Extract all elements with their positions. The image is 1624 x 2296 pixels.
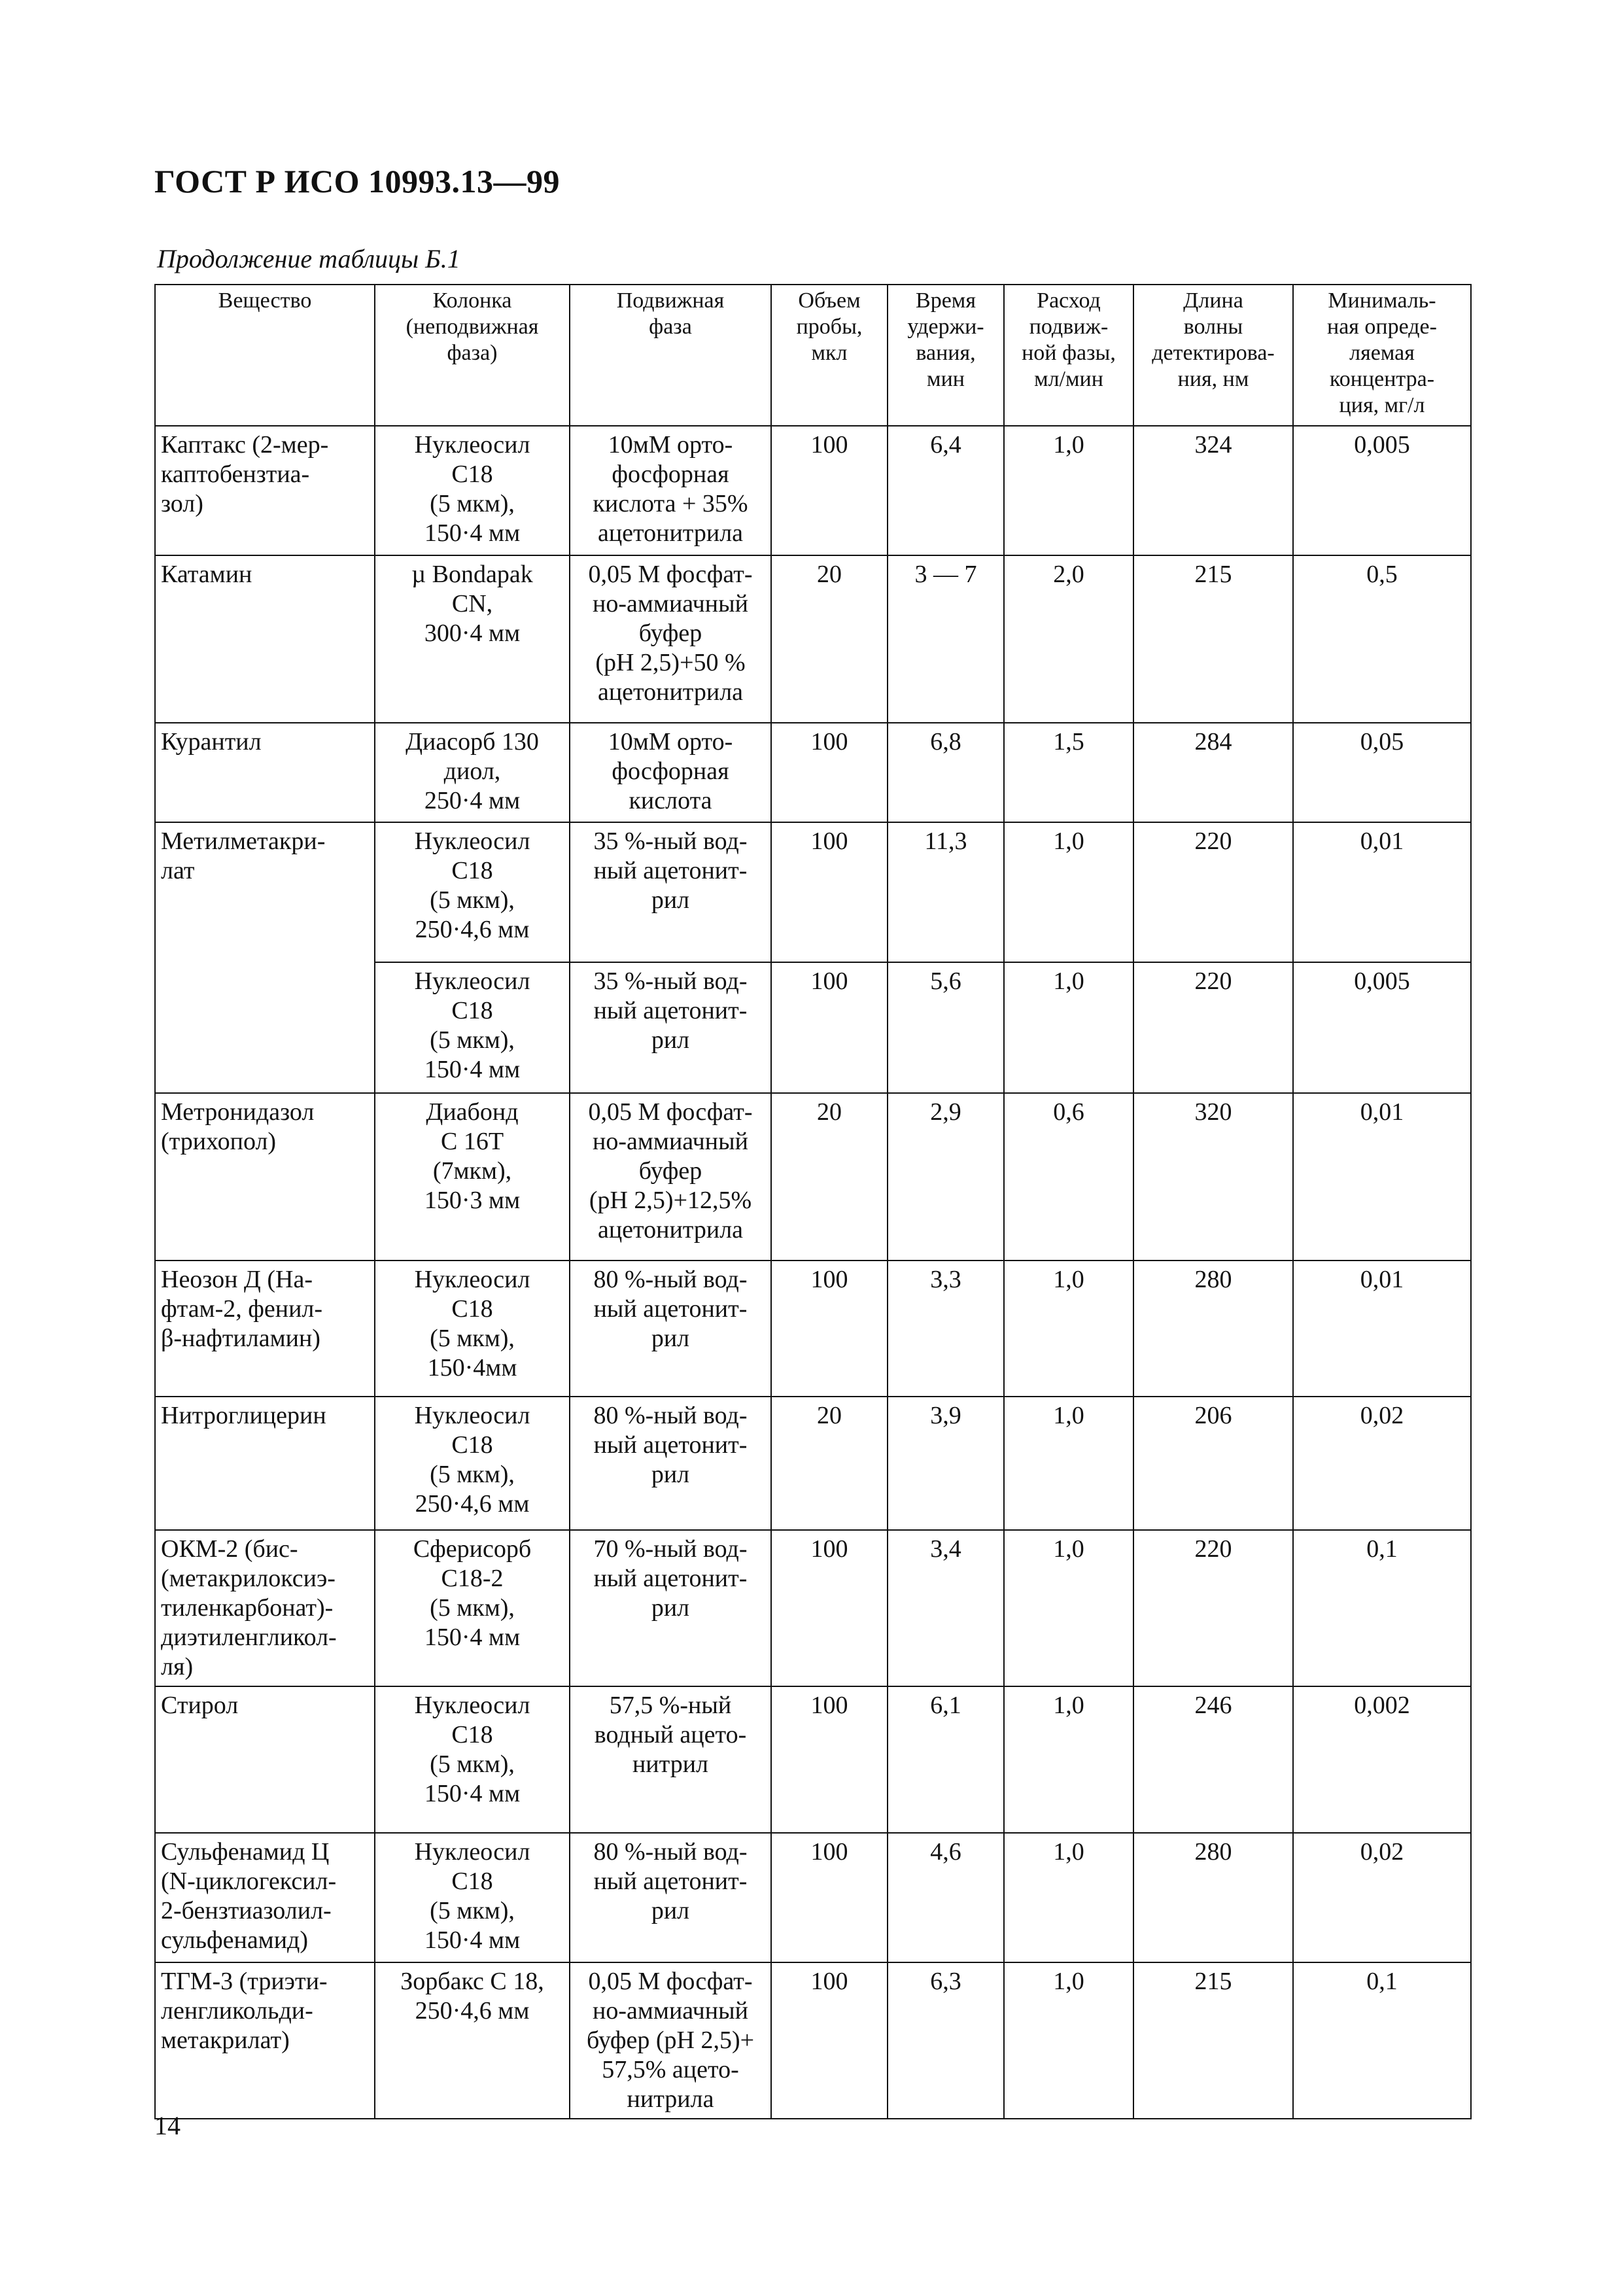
time-cell: 6,8 <box>888 723 1004 822</box>
min-conc-cell: 0,5 <box>1293 555 1471 723</box>
column-cell: Нуклеосил С18 (5 мкм), 150·4мм <box>375 1261 570 1397</box>
wavelength-cell: 220 <box>1133 962 1293 1093</box>
column-header: Минималь- ная опреде- ляемая концентра- ция, мг/л <box>1293 285 1471 426</box>
table-row <box>155 1962 1471 2119</box>
substance-cell: Метилметакри- лат <box>155 822 375 1093</box>
min-conc-cell: 0,002 <box>1293 1686 1471 1833</box>
column-header: Колонка (неподвижная фаза) <box>375 285 570 426</box>
time-cell: 6,4 <box>888 426 1004 555</box>
volume-cell: 100 <box>771 723 888 822</box>
table-row <box>155 1686 1471 1833</box>
flow-cell: 1,0 <box>1004 1530 1133 1686</box>
wavelength-cell: 220 <box>1133 1530 1293 1686</box>
phase-cell: 0,05 М фосфат- но-аммиачный буфер (рН 2,5)+ 57,5% ацето- нитрила <box>570 1962 771 2119</box>
substance-cell: ТГМ-3 (триэти- ленгликольди- метакрилат) <box>155 1962 375 2119</box>
flow-cell: 1,0 <box>1004 426 1133 555</box>
volume-cell: 100 <box>771 1962 888 2119</box>
min-conc-cell: 0,005 <box>1293 962 1471 1093</box>
column-cell: Нуклеосил С18 (5 мкм), 150·4 мм <box>375 1686 570 1833</box>
table-caption: Продолжение таблицы Б.1 <box>157 244 460 273</box>
volume-cell: 100 <box>771 426 888 555</box>
column-cell: Зорбакс С 18, 250·4,6 мм <box>375 1962 570 2119</box>
document-title: ГОСТ Р ИСО 10993.13—99 <box>154 163 560 200</box>
column-cell: Нуклеосил С18 (5 мкм), 150·4 мм <box>375 962 570 1093</box>
substance-cell: Катамин <box>155 555 375 723</box>
substance-cell: Курантил <box>155 723 375 822</box>
min-conc-cell: 0,1 <box>1293 1962 1471 2119</box>
phase-cell: 10мМ орто- фосфорная кислота <box>570 723 771 822</box>
volume-cell: 100 <box>771 1261 888 1397</box>
time-cell: 6,1 <box>888 1686 1004 1833</box>
phase-cell: 80 %-ный вод- ный ацетонит- рил <box>570 1261 771 1397</box>
phase-cell: 10мМ орто- фосфорная кислота + 35% ацетонитрила <box>570 426 771 555</box>
phase-cell: 57,5 %-ный водный ацето- нитрил <box>570 1686 771 1833</box>
min-conc-cell: 0,01 <box>1293 1261 1471 1397</box>
time-cell: 5,6 <box>888 962 1004 1093</box>
column-header: Расход подвиж- ной фазы, мл/мин <box>1004 285 1133 426</box>
wavelength-cell: 320 <box>1133 1093 1293 1261</box>
wavelength-cell: 284 <box>1133 723 1293 822</box>
flow-cell: 1,0 <box>1004 962 1133 1093</box>
wavelength-cell: 324 <box>1133 426 1293 555</box>
column-header: Время удержи- вания, мин <box>888 285 1004 426</box>
flow-cell: 1,0 <box>1004 1686 1133 1833</box>
table-row <box>155 1833 1471 1962</box>
wavelength-cell: 215 <box>1133 555 1293 723</box>
min-conc-cell: 0,02 <box>1293 1833 1471 1962</box>
column-cell: Нуклеосил С18 (5 мкм), 150·4 мм <box>375 1833 570 1962</box>
time-cell: 11,3 <box>888 822 1004 962</box>
table-row <box>155 426 1471 555</box>
phase-cell: 80 %-ный вод- ный ацетонит- рил <box>570 1397 771 1530</box>
substance-cell: Сульфенамид Ц (N-циклогексил- 2-бензтиазолил- сульфенамид) <box>155 1833 375 1962</box>
table-row <box>155 1261 1471 1397</box>
phase-cell: 0,05 М фосфат- но-аммиачный буфер (рН 2,5)+12,5% ацетонитрила <box>570 1093 771 1261</box>
flow-cell: 2,0 <box>1004 555 1133 723</box>
substance-cell: Неозон Д (На- фтам-2, фенил- β-нафтиламин) <box>155 1261 375 1397</box>
table-row <box>155 1093 1471 1261</box>
wavelength-cell: 215 <box>1133 1962 1293 2119</box>
min-conc-cell: 0,1 <box>1293 1530 1471 1686</box>
column-cell: Нуклеосил С18 (5 мкм), 150·4 мм <box>375 426 570 555</box>
flow-cell: 1,0 <box>1004 822 1133 962</box>
volume-cell: 100 <box>771 822 888 962</box>
min-conc-cell: 0,01 <box>1293 822 1471 962</box>
column-cell: Диасорб 130 диол, 250·4 мм <box>375 723 570 822</box>
time-cell: 4,6 <box>888 1833 1004 1962</box>
column-header: Длина волны детектирова- ния, нм <box>1133 285 1293 426</box>
table-row <box>155 723 1471 822</box>
flow-cell: 1,5 <box>1004 723 1133 822</box>
column-header: Вещество <box>155 285 375 426</box>
phase-cell: 0,05 М фосфат- но-аммиачный буфер (рН 2,5)+50 % ацетонитрила <box>570 555 771 723</box>
substance-cell: Нитроглицерин <box>155 1397 375 1530</box>
phase-cell: 35 %-ный вод- ный ацетонит- рил <box>570 962 771 1093</box>
min-conc-cell: 0,005 <box>1293 426 1471 555</box>
wavelength-cell: 220 <box>1133 822 1293 962</box>
volume-cell: 100 <box>771 962 888 1093</box>
volume-cell: 100 <box>771 1833 888 1962</box>
page-number: 14 <box>154 2111 181 2140</box>
time-cell: 3,9 <box>888 1397 1004 1530</box>
min-conc-cell: 0,05 <box>1293 723 1471 822</box>
volume-cell: 20 <box>771 555 888 723</box>
phase-cell: 35 %-ный вод- ный ацетонит- рил <box>570 822 771 962</box>
wavelength-cell: 280 <box>1133 1833 1293 1962</box>
wavelength-cell: 280 <box>1133 1261 1293 1397</box>
flow-cell: 1,0 <box>1004 1833 1133 1962</box>
table-row <box>155 822 1471 962</box>
wavelength-cell: 206 <box>1133 1397 1293 1530</box>
column-cell: Сферисорб С18-2 (5 мкм), 150·4 мм <box>375 1530 570 1686</box>
column-header: Объем пробы, мкл <box>771 285 888 426</box>
column-header: Подвижная фаза <box>570 285 771 426</box>
phase-cell: 70 %-ный вод- ный ацетонит- рил <box>570 1530 771 1686</box>
wavelength-cell: 246 <box>1133 1686 1293 1833</box>
time-cell: 3 — 7 <box>888 555 1004 723</box>
table-row <box>155 1397 1471 1530</box>
column-cell: Диабонд С 16Т (7мкм), 150·3 мм <box>375 1093 570 1261</box>
substance-cell: ОКМ-2 (бис- (метакрилоксиэ- тиленкарбонат)- диэтиленгликол- ля) <box>155 1530 375 1686</box>
volume-cell: 20 <box>771 1397 888 1530</box>
flow-cell: 1,0 <box>1004 1397 1133 1530</box>
time-cell: 3,3 <box>888 1261 1004 1397</box>
column-cell: µ Bondapak CN, 300·4 мм <box>375 555 570 723</box>
flow-cell: 0,6 <box>1004 1093 1133 1261</box>
flow-cell: 1,0 <box>1004 1962 1133 2119</box>
table-header-row <box>155 285 1471 426</box>
time-cell: 6,3 <box>888 1962 1004 2119</box>
flow-cell: 1,0 <box>1004 1261 1133 1397</box>
time-cell: 3,4 <box>888 1530 1004 1686</box>
substance-cell: Стирол <box>155 1686 375 1833</box>
table-row <box>155 555 1471 723</box>
substance-cell: Каптакс (2-мер- каптобензтиа- зол) <box>155 426 375 555</box>
table-row <box>155 1530 1471 1686</box>
volume-cell: 100 <box>771 1686 888 1833</box>
volume-cell: 20 <box>771 1093 888 1261</box>
phase-cell: 80 %-ный вод- ный ацетонит- рил <box>570 1833 771 1962</box>
time-cell: 2,9 <box>888 1093 1004 1261</box>
data-table <box>154 284 1472 2119</box>
volume-cell: 100 <box>771 1530 888 1686</box>
column-cell: Нуклеосил С18 (5 мкм), 250·4,6 мм <box>375 822 570 962</box>
column-cell: Нуклеосил С18 (5 мкм), 250·4,6 мм <box>375 1397 570 1530</box>
min-conc-cell: 0,01 <box>1293 1093 1471 1261</box>
substance-cell: Метронидазол (трихопол) <box>155 1093 375 1261</box>
min-conc-cell: 0,02 <box>1293 1397 1471 1530</box>
